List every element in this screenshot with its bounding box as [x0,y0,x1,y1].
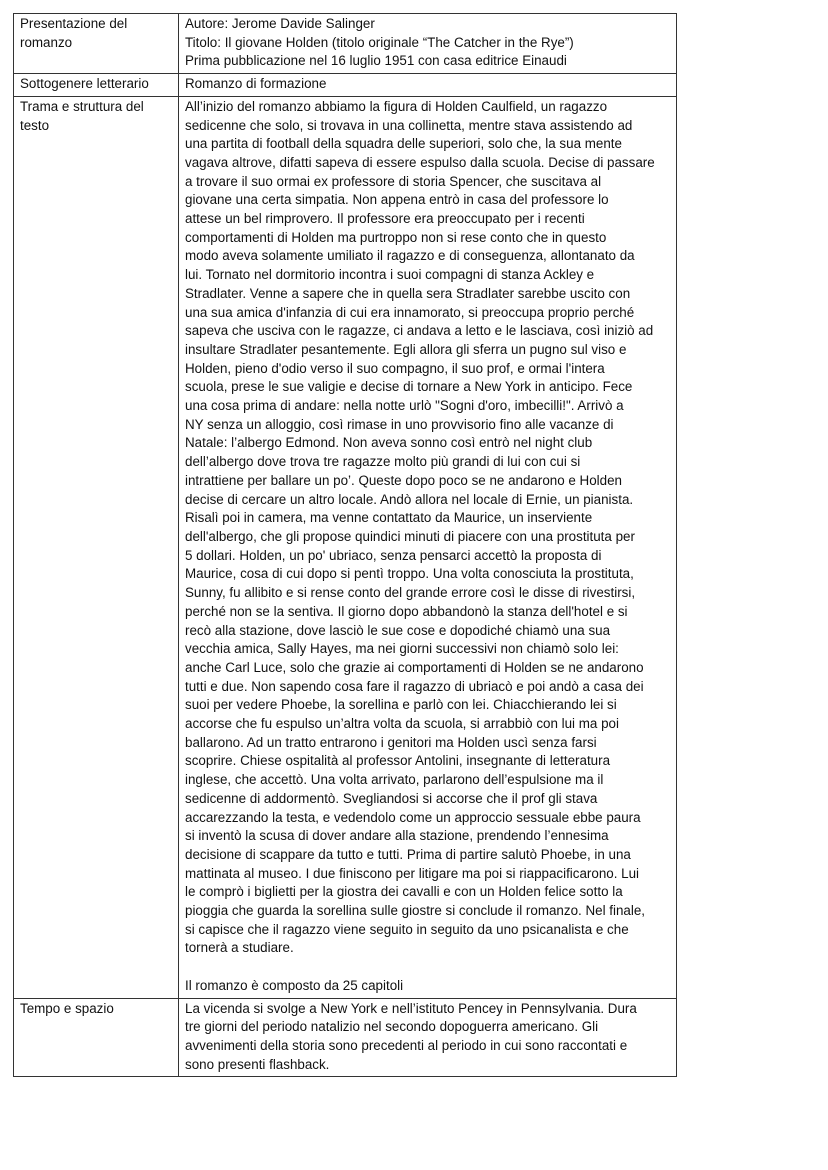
book-report-table [13,13,677,1077]
text-line: una partita di football della squadra delle superiori, solo che, la sua mente [185,136,622,152]
text-line: inglese, che accettò. Una volta arrivato, parlarono dell’espulsione ma il [185,772,604,788]
content-trama [179,96,677,998]
content-presentazione [179,14,677,74]
publication-line: Prima pubblicazione nel 16 luglio 1951 con casa editrice Einaudi [185,53,567,69]
text-line: comportamenti di Holden ma purtroppo non si rese conto che in questo [185,229,607,245]
label-sottogenere: Sottogenere letterario [14,74,179,97]
text-line: decise di cercare un altro locale. Andò allora nel locale di Ernie, un pianista. [185,491,634,507]
text-line: una cosa prima di andare: nella notte urlò "Sogni d'oro, imbecilli!". Arrivò a [185,398,624,414]
table-row-trama [14,96,677,998]
text-line: La vicenda si svolge a New York e nell’istituto Pencey in Pennsylvania. Dura [185,1000,637,1016]
text-line: sapeva che usciva con le ragazze, ci andava a letto e le lasciava, così iniziò ad [185,323,654,339]
title-line: Titolo: Il giovane Holden (titolo originale “The Catcher in the Rye”) [185,34,574,50]
text-line: tornerà a studiare. [185,940,294,956]
text-line: Sunny, fu allibito e si rense conto del grande errore così le disse di rivestirsi, [185,585,636,601]
text-line: intrattiene per ballare un po’. Queste dopo poco se ne andarono e Holden [185,472,622,488]
text-line: vagava altrove, difatti sapeva di essere espulso dalla scuola. Decise di passare [185,154,655,170]
text-line: Holden, pieno d'odio verso il suo compagno, il suo prof, e ormai l'intera [185,360,605,376]
table-row-sottogenere [14,74,677,97]
content-sottogenere: Romanzo di formazione [179,74,677,97]
text-line: giovane una certa simpatia. Non appena entrò in casa del professore lo [185,192,609,208]
table-row-tempo [14,998,677,1077]
text-line: Maurice, cosa di cui dopo si pentì troppo. Una volta conosciuta la prostituta, [185,566,634,582]
text-line: modo aveva solamente umiliato il ragazzo e di conseguenza, allontanato da [185,248,635,264]
text-line: pioggia che guarda la sorellina sulle giostre si conclude il romanzo. Nel finale, [185,903,646,919]
text-line: recò alla stazione, dove lasciò le sue cose e dopodiché chiamò una sua [185,622,611,638]
text-line: dell'albergo, che gli propose quindici minuti di piacere con una prostituta per [185,528,635,544]
text-line: tutti e due. Non sapendo cosa fare il ragazzo di ubriacò e poi andò a casa dei [185,678,644,694]
text-line: attese un bel rimprovero. Il professore era preoccupato per i recenti [185,211,585,227]
text-line: dell’albergo dove trova tre ragazze molto più grandi di lui con cui si [185,454,581,470]
text-line: Risalì poi in camera, ma venne contattato da Maurice, un inserviente [185,510,593,526]
text-line: a trovare il suo ormai ex professore di storia Spencer, che suscitava al [185,173,602,189]
label-presentazione: Presentazione del romanzo [14,14,179,74]
text-line: sedicenne che solo, si trovava in una collinetta, mentre stava assistendo ad [185,117,633,133]
text-line: le comprò i biglietti per la giostra dei cavalli e con un Holden felice sotto la [185,884,623,900]
text-line: si inventò la scusa di dover andare alla stazione, prendendo l’ennesima [185,828,609,844]
text-line: 5 dollari. Holden, un po' ubriaco, senza pensarci accettò la proposta di [185,547,602,563]
text-line: scoprire. Chiese ospitalità al professor Antolini, insegnante di letteratura [185,753,611,769]
chapters-line: Il romanzo è composto da 25 capitoli [185,977,404,993]
text-line: lui. Tornato nel dormitorio incontra i suoi compagni di stanza Ackley e [185,267,595,283]
author-line: Autore: Jerome Davide Salinger [185,16,375,31]
text-line: Natale: l’albergo Edmond. Non aveva sonno così entrò nel night club [185,435,593,451]
text-line: si capisce che il ragazzo viene seguito in seguito da uno psicanalista e che [185,921,629,937]
text-line: mattinata al museo. I due finiscono per litigare ma poi si riappacificarono. Lui [185,865,640,881]
text-line: una sua amica d'infanzia di cui era innamorato, si preoccupa proprio perché [185,304,635,320]
content-tempo [179,998,677,1077]
text-line: Stradlater. Venne a sapere che in quella sera Stradlater sarebbe uscito con [185,285,631,301]
text-line: scuola, prese le sue valigie e decise di tornare a New York in anticipo. Fece [185,379,633,395]
text-line: vecchia amica, Sally Hayes, ma nei giorni successivi non chiamò solo lei: [185,641,619,657]
text-line: insultare Stradlater pesantemente. Egli allora gli sferra un pugno sul viso e [185,341,627,357]
text-line: ballarono. Ad un tratto entrarono i genitori ma Holden uscì senza farsi [185,734,597,750]
text-line: tre giorni del periodo natalizio nel secondo dopoguerra americano. Gli [185,1019,599,1035]
label-tempo: Tempo e spazio [14,998,179,1077]
text-line: All’inizio del romanzo abbiamo la figura di Holden Caulfield, un ragazzo [185,98,608,114]
plot-paragraph [185,98,670,958]
text-line: suoi per vedere Phoebe, la sorellina e parlò con lei. Chiacchierando lei si [185,697,617,713]
text-line: NY senza un alloggio, così rimase in uno provvisorio fino alle vacanze di [185,416,614,432]
setting-paragraph [185,1000,670,1075]
label-trama: Trama e struttura del testo [14,96,179,998]
text-line: decisione di scappare da tutto e tutti. Prima di partire salutò Phoebe, in una [185,846,631,862]
text-line: accarezzando la testa, e vedendolo come un approccio sessuale ebbe paura [185,809,641,825]
text-line: anche Carl Luce, solo che grazie ai comportamenti di Holden se ne andarono [185,659,644,675]
text-line: accorse che fu espulso un’altra volta da scuola, si arrabbiò con lui ma poi [185,716,619,732]
text-line: sono presenti flashback. [185,1056,330,1072]
table-row-presentazione [14,14,677,74]
text-line: sedicenne di addormentò. Svegliandosi si accorse che il prof gli stava [185,790,598,806]
text-line: avvenimenti della storia sono precedenti al periodo in cui sono raccontati e [185,1037,628,1053]
paragraph-gap [185,958,670,977]
text-line: perché non se la sentiva. Il giorno dopo abbandonò la stanza dell'hotel e si [185,603,628,619]
